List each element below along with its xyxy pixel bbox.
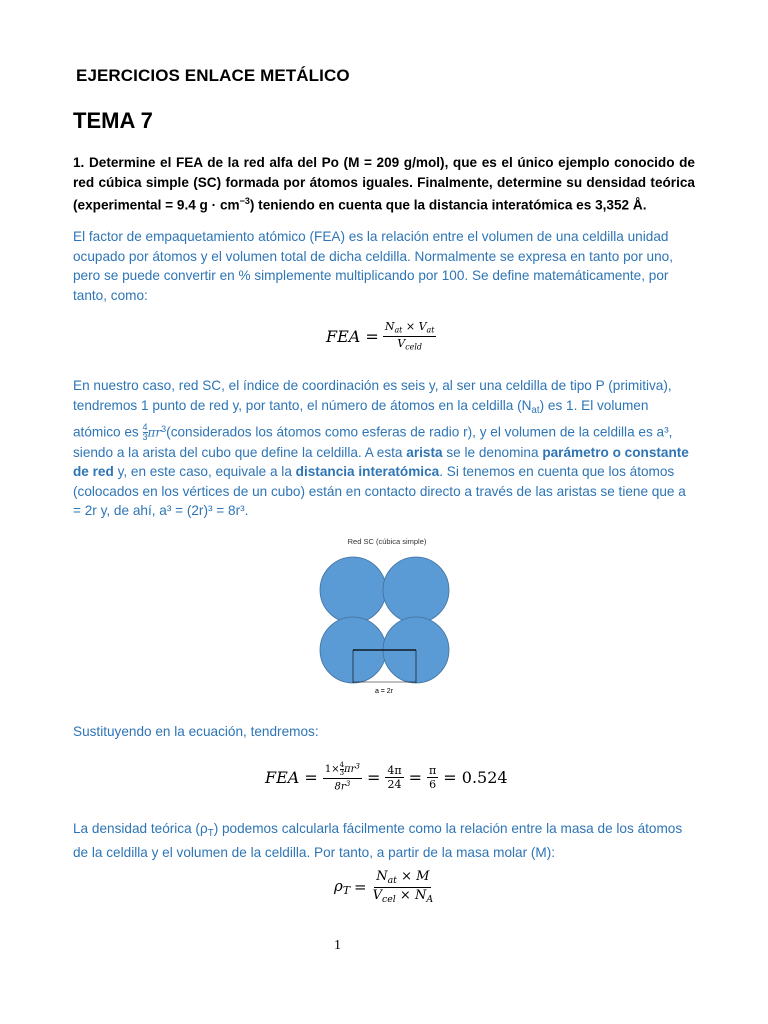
eq1-num-a-sub: at xyxy=(394,325,403,335)
eq3-equals: = xyxy=(354,878,367,897)
eq1-times: × xyxy=(405,320,416,333)
para2-frac-num: 4 xyxy=(142,422,148,433)
eq3-num-a: N xyxy=(376,869,388,884)
topic-title: TEMA 7 xyxy=(73,108,153,133)
eq2-f1-den-sup: 3 xyxy=(345,779,351,788)
eq3-lhs-sub: T xyxy=(342,884,351,898)
sc-lattice-figure xyxy=(316,532,458,698)
para4-s1: La densidad teórica (ρ xyxy=(73,821,208,836)
eq3-den-a: V xyxy=(372,887,382,903)
para2-bold-parametro: parámetro o constante de red xyxy=(73,444,689,480)
para2-s5: y, en este caso, equivale a la xyxy=(113,464,296,480)
eq2-fraction-1 xyxy=(323,762,362,793)
eq2-f3-num: π xyxy=(429,763,437,777)
eq1-den: V xyxy=(397,336,406,350)
question-text-a: Determine el FEA de la red alfa del Po (M = 209 g/mol), que es el único ejemplo conocido de red cúbica simple (SC) formada por átomos iguales. Finalmente, determine su densidad teórica (experimental = 9.4 g · cm xyxy=(73,155,695,213)
eq3-fraction xyxy=(371,870,435,904)
question-number: 1. xyxy=(73,155,85,170)
atom-top-left xyxy=(320,557,386,623)
eq1-fraction xyxy=(383,321,437,351)
atom-top-right xyxy=(383,557,449,623)
page-number: 1 xyxy=(334,938,341,953)
eq2-f1-frac-d: 3 xyxy=(339,769,345,777)
figure-title: Red SC (cúbica simple) xyxy=(347,537,427,546)
para2-frac-den: 3 xyxy=(142,432,148,443)
eq2-fraction-3 xyxy=(427,765,438,791)
para2-s2: ) es 1. El volumen atómico es xyxy=(73,397,649,440)
eq3-den-b: N xyxy=(414,887,427,903)
para2-bold-distancia: distancia interatómica xyxy=(295,464,440,480)
eq3-times: × xyxy=(401,869,412,884)
para2-bold-arista: arista xyxy=(406,444,443,460)
paragraph-sc-explanation xyxy=(73,376,695,521)
eq2-f1-num: 1× xyxy=(324,764,340,775)
eq2-f3-den: 6 xyxy=(429,778,437,792)
equation-fea xyxy=(326,321,436,351)
eq1-den-sub: celd xyxy=(405,342,422,352)
eq1-num-b: V xyxy=(418,320,427,333)
question-text-b: ) teniendo en cuenta que la distancia interatómica es 3,352 Å. xyxy=(249,197,647,213)
paragraph-fea-definition: El factor de empaquetamiento atómico (FEA) es la relación entre el volumen de una celdilla unidad ocupado por átomos y el volumen total de dicha celdilla. Normalmente se expresa en tanto por uno, pero se puede convertir en % simplemente multiplicando por 100. Se define matemáticamente, por tanto, como: xyxy=(73,229,673,303)
question-1 xyxy=(73,153,695,215)
para2-pi-r-sup: 3 xyxy=(161,423,167,434)
eq2-equals-1: = xyxy=(366,768,381,788)
dimension-label: a = 2r xyxy=(374,688,394,695)
eq2-f1-tail: πr xyxy=(344,764,356,775)
eq3-den-times: × xyxy=(399,887,411,903)
document-heading: EJERCICIOS ENLACE METÁLICO xyxy=(76,66,350,85)
eq3-num-a-sub: at xyxy=(387,874,397,886)
para4-s2: ) podemos calcularla fácilmente como la relación entre la masa de los átomos de la celdilla y el volumen de la celdilla. Por tanto, a partir de la masa molar (M): xyxy=(73,821,683,861)
eq2-f2-num: 4π xyxy=(387,763,402,777)
eq2-f1-tail-sup: 3 xyxy=(355,761,360,771)
eq3-den-b-sub: A xyxy=(426,893,434,905)
eq2-lhs: FEA = xyxy=(265,768,318,788)
para2-s3: (considerados los átomos como esferas de radio r), y el volumen de la celdilla es a³, siendo a la arista del cubo que define la celdilla. A esta xyxy=(73,424,673,460)
eq3-num-b: M xyxy=(416,869,430,884)
paragraph-substitute: Sustituyendo en la ecuación, tendremos: xyxy=(73,724,319,739)
question-exponent: −3 xyxy=(239,196,250,206)
para2-nat-sub: at xyxy=(531,404,540,416)
eq2-result: = 0.524 xyxy=(443,768,508,788)
eq1-num-b-sub: at xyxy=(426,325,435,335)
eq3-lhs: ρ xyxy=(334,876,343,895)
eq3-den-a-sub: cel xyxy=(382,893,396,905)
eq1-lhs: FEA = xyxy=(326,326,379,346)
eq2-equals-2: = xyxy=(408,768,423,788)
eq2-fraction-2 xyxy=(385,765,403,791)
para2-pi-r: πr xyxy=(147,425,162,440)
eq1-num-a: N xyxy=(384,320,395,333)
eq2-f1-frac-n: 4 xyxy=(339,761,345,769)
para2-s6: . Si tenemos en cuenta que los átomos (colocados en los vértices de un cubo) están en contacto directo a través de las aristas se tiene que a = 2r y, de ahí, a³ = (2r)³ = 8r³. xyxy=(73,464,686,519)
equation-fea-result xyxy=(265,762,508,793)
para4-rho-sub: T xyxy=(207,827,214,839)
eq2-f1-den: 8r xyxy=(334,781,346,793)
eq2-f2-den: 24 xyxy=(387,778,402,792)
para2-s4: se le denomina xyxy=(442,444,543,460)
para2-s1: En nuestro caso, red SC, el índice de coordinación es seis y, al ser una celdilla de tipo P (primitiva), tendremos 1 punto de red y, por tanto, el número de átomos en la celdilla (N xyxy=(73,378,672,413)
equation-density xyxy=(334,870,435,904)
paragraph-density xyxy=(73,819,695,863)
sc-lattice-svg xyxy=(316,532,458,698)
